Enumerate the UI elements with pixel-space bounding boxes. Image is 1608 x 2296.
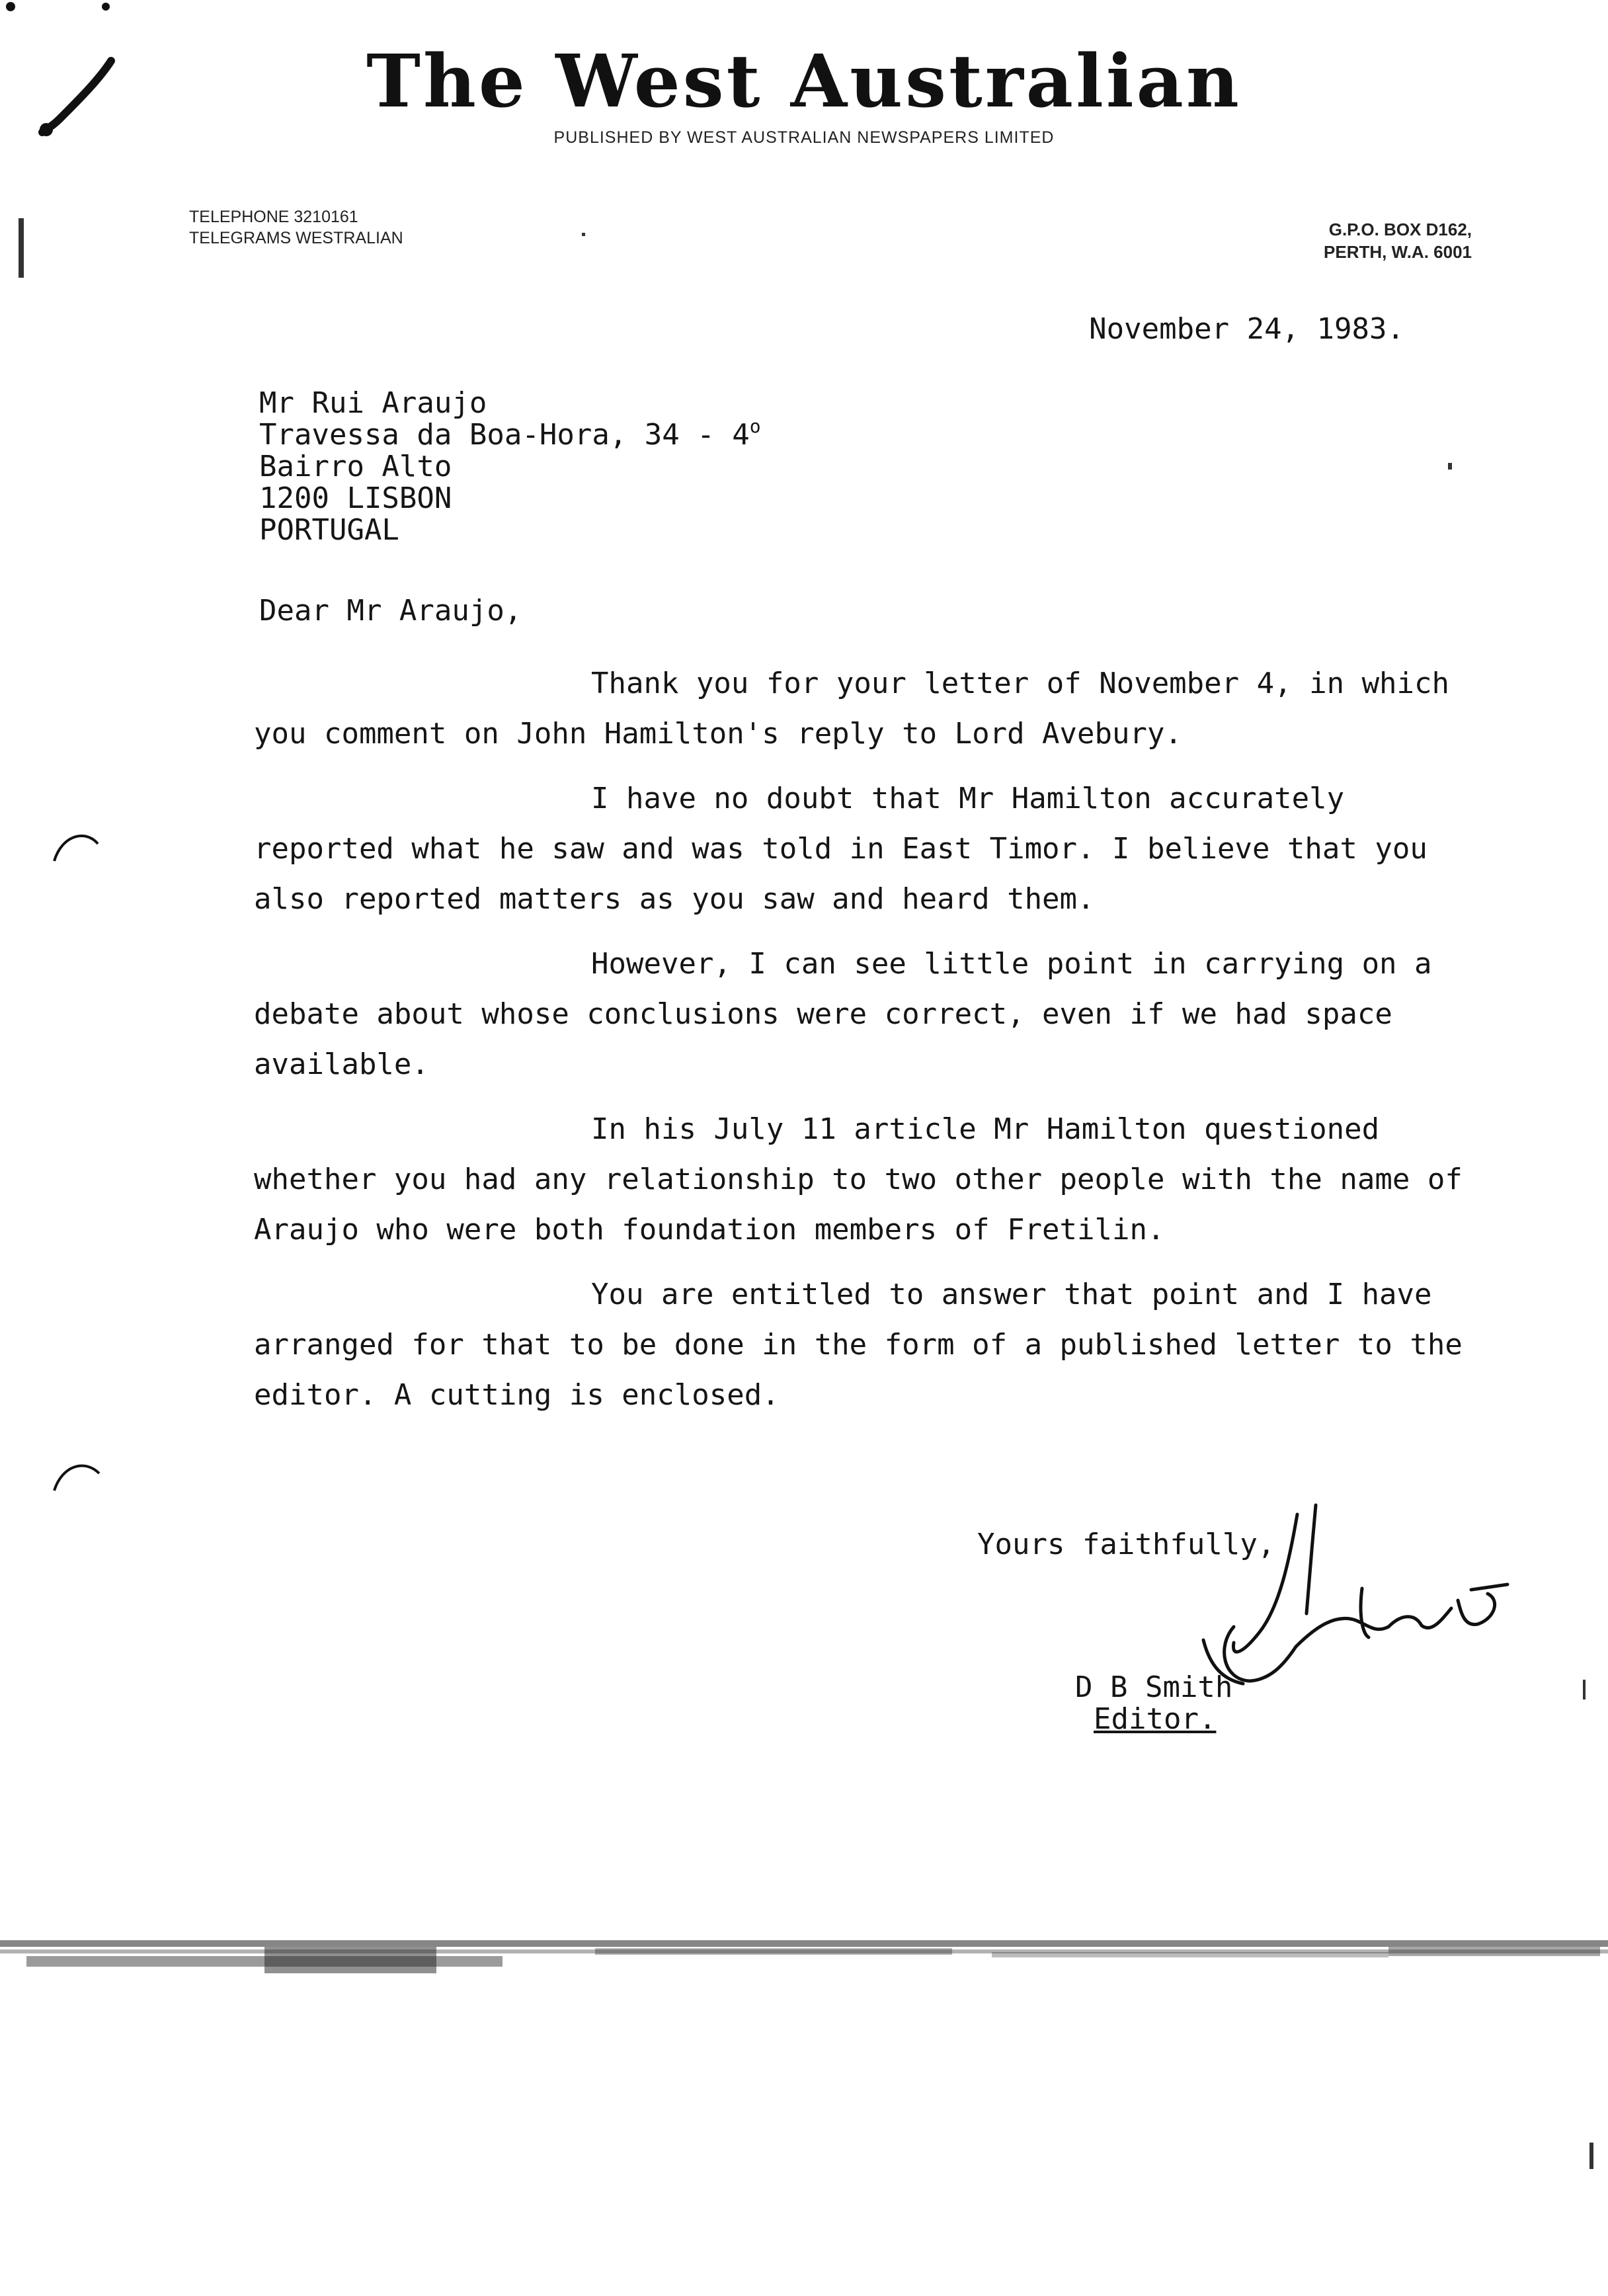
handwritten-signature [1203,1505,1508,1684]
punch-hole-mark [54,836,98,861]
recipient-country: PORTUGAL [259,513,399,547]
publisher-line: PUBLISHED BY WEST AUSTRALIAN NEWSPAPERS LIMITED [553,128,1055,147]
letter-date: November 24, 1983. [1089,312,1404,346]
ink-dot [102,3,110,11]
paragraph-5: You are entitled to answer that point and I have arranged for that to be done in the form of a published letter to the editor. A cutting is enclosed. [254,1278,1463,1412]
scan-speck [1448,463,1452,470]
newspaper-masthead: The West Australian [366,38,1242,124]
paragraph-4: In his July 11 article Mr Hamilton questioned whether you had any relationship to two other people with the name of Araujo who were both foundation members of Fretilin. [254,1112,1463,1247]
scan-speck [1589,2143,1593,2169]
recipient-street-text: Travessa da Boa-Hora, 34 - 4 [259,418,750,452]
scan-speck [582,233,585,236]
ink-dot [6,2,15,11]
paragraph-3: However, I can see little point in carrying on a debate about whose conclusions were correct, even if we had space available. [254,947,1432,1081]
telephone-line: TELEPHONE 3210161 [189,208,358,226]
recipient-district: Bairro Alto [259,450,452,483]
city-line: PERTH, W.A. 6001 [1324,242,1472,262]
recipient-city: 1200 LISBON [259,481,452,515]
salutation: Dear Mr Araujo, [259,594,522,628]
signer-name: D B Smith [1075,1670,1233,1704]
pen-mark [42,61,111,132]
punch-hole-mark [54,1465,99,1491]
paragraph-1: Thank you for your letter of November 4, in which you comment on John Hamilton's reply to Lord Avebury. [254,667,1450,751]
degree-superscript: o [749,415,761,437]
ink-dot [40,123,53,136]
signer-title: Editor. [1094,1702,1217,1736]
paragraph-2: I have no doubt that Mr Hamilton accurately reported what he saw and was told in East Timor. I believe that you also reported matters as you saw and heard them. [254,782,1427,916]
recipient-name: Mr Rui Araujo [259,386,487,420]
closing: Yours faithfully, [977,1528,1275,1561]
scan-speck [19,218,24,278]
scan-speck [1583,1680,1586,1700]
po-box-line: G.P.O. BOX D162, [1328,220,1472,239]
scan-noise-band [0,1940,1608,1973]
telegrams-line: TELEGRAMS WESTRALIAN [189,229,403,247]
